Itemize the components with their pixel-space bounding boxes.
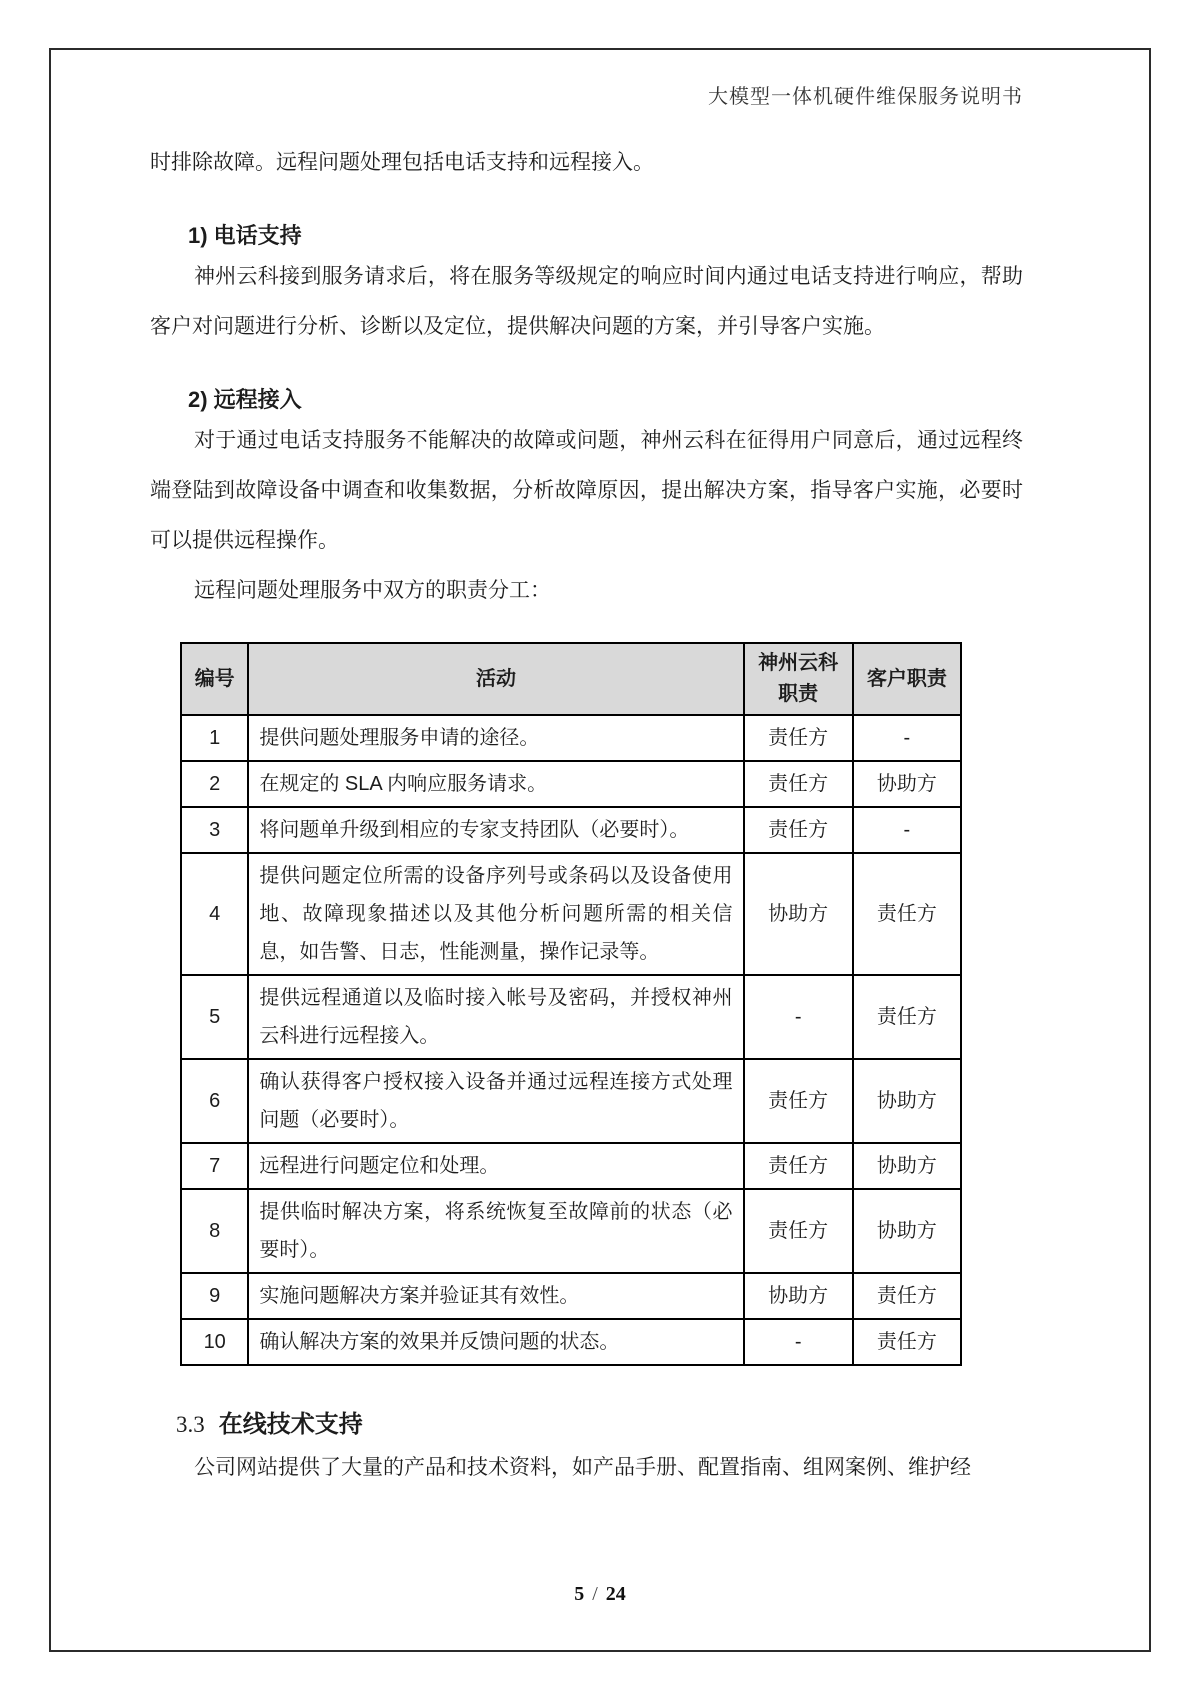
total-page-count: 24 [605, 1583, 626, 1605]
table-row [181, 853, 961, 975]
row-no: 10 [181, 1319, 248, 1365]
row-activity: 提供临时解决方案，将系统恢复至故障前的状态（必要时）。 [248, 1189, 743, 1273]
row-customer-role: - [853, 715, 961, 761]
heading-remote-access: 2) 远程接入 [188, 387, 302, 412]
table-row [181, 1059, 961, 1143]
row-no: 5 [181, 975, 248, 1059]
row-customer-role: 协助方 [853, 1189, 961, 1273]
row-vendor-role: 责任方 [744, 1189, 853, 1273]
paragraph-online-support: 公司网站提供了大量的产品和技术资料，如产品手册、配置指南、组网案例、维护经 [194, 1456, 971, 1479]
row-activity: 远程进行问题定位和处理。 [248, 1143, 743, 1189]
row-activity: 将问题单升级到相应的专家支持团队（必要时）。 [248, 807, 743, 853]
row-no: 7 [181, 1143, 248, 1189]
row-vendor-role: 协助方 [744, 1273, 853, 1319]
row-no: 4 [181, 853, 248, 975]
section-number: 3.3 [176, 1412, 205, 1437]
header-cell-customer: 客户职责 [853, 643, 961, 715]
page-footer [0, 1583, 1200, 1606]
table-row [181, 975, 961, 1059]
row-vendor-role: 协助方 [744, 853, 853, 975]
row-activity: 在规定的 SLA 内响应服务请求。 [248, 761, 743, 807]
table-row [181, 715, 961, 761]
row-customer-role: 责任方 [853, 1273, 961, 1319]
page-separator: / [592, 1583, 598, 1605]
heading-online-support [176, 1408, 1023, 1443]
row-activity: 确认获得客户授权接入设备并通过远程连接方式处理问题（必要时）。 [248, 1059, 743, 1143]
table-row [181, 1273, 961, 1319]
row-vendor-role: - [744, 975, 853, 1059]
document-header-title: 大模型一体机硬件维保服务说明书 [708, 86, 1023, 108]
header-cell-vendor [744, 643, 853, 715]
header-cell-no: 编号 [181, 643, 248, 715]
row-vendor-role: 责任方 [744, 761, 853, 807]
row-vendor-role: 责任方 [744, 715, 853, 761]
row-activity: 提供问题定位所需的设备序列号或条码以及设备使用地、故障现象描述以及其他分析问题所需的相关信息，如告警、日志，性能测量，操作记录等。 [248, 853, 743, 975]
table-row [181, 1143, 961, 1189]
paragraph-remote-access: 对于通过电话支持服务不能解决的故障或问题，神州云科在征得用户同意后，通过远程终端登陆到故障设备中调查和收集数据，分析故障原因，提出解决方案，指导客户实施，必要时可以提供远程操作。 [150, 429, 1023, 552]
row-no: 8 [181, 1189, 248, 1273]
table-intro-line: 远程问题处理服务中双方的职责分工： [194, 579, 551, 602]
responsibility-table [180, 642, 962, 1366]
header-vendor-line1: 神州云科 [758, 652, 839, 674]
header-cell-activity: 活动 [248, 643, 743, 715]
row-no: 3 [181, 807, 248, 853]
current-page-number: 5 [574, 1583, 585, 1605]
row-no: 6 [181, 1059, 248, 1143]
section-title: 在线技术支持 [218, 1411, 363, 1438]
row-activity: 提供问题处理服务申请的途径。 [248, 715, 743, 761]
row-vendor-role: 责任方 [744, 1059, 853, 1143]
row-customer-role: - [853, 807, 961, 853]
row-customer-role: 协助方 [853, 1143, 961, 1189]
row-activity: 实施问题解决方案并验证其有效性。 [248, 1273, 743, 1319]
row-activity: 提供远程通道以及临时接入帐号及密码，并授权神州云科进行远程接入。 [248, 975, 743, 1059]
row-customer-role: 协助方 [853, 761, 961, 807]
table-row [181, 1319, 961, 1365]
table-header-row [181, 643, 961, 715]
row-no: 9 [181, 1273, 248, 1319]
row-activity: 确认解决方案的效果并反馈问题的状态。 [248, 1319, 743, 1365]
row-customer-role: 协助方 [853, 1059, 961, 1143]
intro-line: 时排除故障。远程问题处理包括电话支持和远程接入。 [150, 151, 654, 174]
row-customer-role: 责任方 [853, 975, 961, 1059]
table-row [181, 1189, 961, 1273]
table-row [181, 807, 961, 853]
row-vendor-role: 责任方 [744, 807, 853, 853]
document-body [150, 138, 1023, 1493]
table-row [181, 761, 961, 807]
row-no: 2 [181, 761, 248, 807]
row-vendor-role: - [744, 1319, 853, 1365]
row-no: 1 [181, 715, 248, 761]
header-vendor-line2: 职责 [778, 683, 819, 705]
heading-phone-support: 1) 电话支持 [188, 223, 302, 248]
row-customer-role: 责任方 [853, 1319, 961, 1365]
row-vendor-role: 责任方 [744, 1143, 853, 1189]
paragraph-phone-support: 神州云科接到服务请求后，将在服务等级规定的响应时间内通过电话支持进行响应，帮助客户对问题进行分析、诊断以及定位，提供解决问题的方案，并引导客户实施。 [150, 265, 1023, 338]
row-customer-role: 责任方 [853, 853, 961, 975]
